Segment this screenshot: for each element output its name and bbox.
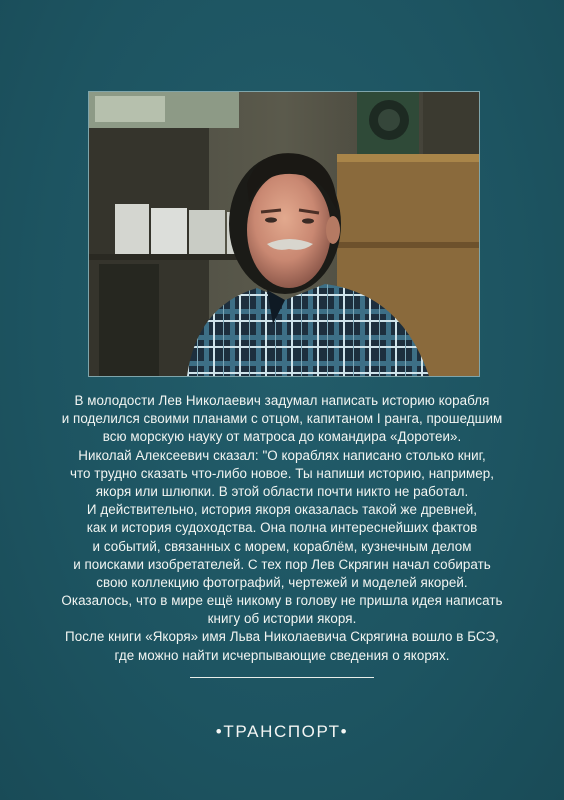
annotation-line: книгу об истории якоря. xyxy=(207,611,357,627)
publisher-name: •ТРАНСПОРТ• xyxy=(215,722,349,741)
author-photo xyxy=(88,91,480,377)
annotation-line: Оказалось, что в мире ещё никому в голову не пришла идея написать xyxy=(61,593,503,609)
annotation-line: и поделился своими планами с отцом, капитаном I ранга, прошедшим xyxy=(61,411,503,427)
annotation-line: свою коллекцию фотографий, чертежей и моделей якорей. xyxy=(96,574,468,590)
annotation-line: якоря или шлюпки. В этой области почти никто не работал. xyxy=(95,483,469,499)
annotation-line: После книги «Якоря» имя Льва Николаевича Скрягина вошло в БСЭ, xyxy=(65,629,499,645)
annotation-line: что трудно сказать что-либо новое. Ты напиши историю, например, xyxy=(69,465,495,481)
annotation-line: В молодости Лев Николаевич задумал написать историю корабля xyxy=(74,393,490,408)
annotation-line: где можно найти исчерпывающие сведения о якорях. xyxy=(114,647,450,663)
annotation-line: И действительно, история якоря оказалась такой же древней, xyxy=(86,502,478,518)
divider xyxy=(190,677,374,678)
annotation-text xyxy=(40,392,524,665)
annotation-line: как и история судоходства. Она полна интереснейших фактов xyxy=(86,520,478,536)
annotation-line: и поисками изобретателей. С тех пор Лев Скрягин начал собирать xyxy=(73,556,491,572)
portrait-photo-image xyxy=(89,92,479,376)
annotation-line: и событий, связанных с морем, кораблём, кузнечным делом xyxy=(92,538,472,554)
annotation-line: всю морскую науку от матроса до командира «Доротеи». xyxy=(102,429,462,445)
annotation-line: Николай Алексеевич сказал: "О кораблях написано столько книг, xyxy=(78,447,486,463)
